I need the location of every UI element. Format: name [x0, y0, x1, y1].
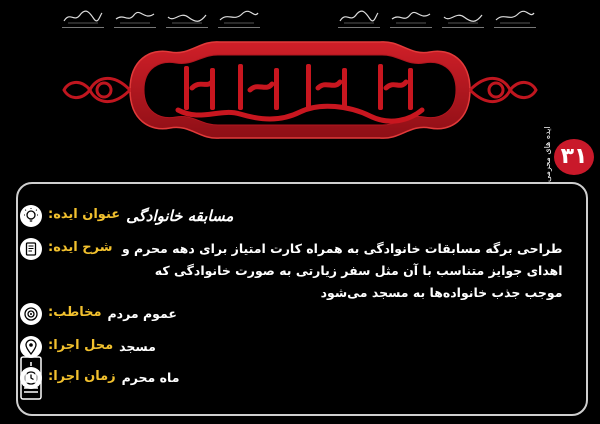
field-value-audience: عموم مردم	[107, 306, 177, 321]
lightbulb-icon	[20, 205, 42, 227]
target-icon	[20, 303, 42, 325]
field-label-title: عنوان ایده:	[48, 207, 121, 222]
idea-series-label: ایده های محرمی	[543, 126, 552, 182]
field-label-audience: مخاطب:	[48, 305, 102, 320]
calligraphy-decoration	[338, 9, 380, 28]
calligraphy-decoration	[166, 9, 208, 28]
calligraphy-decoration	[62, 9, 104, 28]
field-value-title: مسابقه خانوادگی	[126, 207, 234, 225]
field-row-location	[20, 336, 576, 358]
mosque-logo	[20, 356, 42, 400]
calligraphy-banner	[60, 30, 540, 150]
document-icon	[20, 238, 42, 260]
calligraphy-decoration	[390, 9, 432, 28]
field-label-location: محل اجرا:	[48, 338, 114, 353]
calligraphy-decoration	[114, 9, 156, 28]
field-value-location: مسجد	[119, 339, 156, 354]
calligraphy-decoration	[218, 9, 260, 28]
field-value-time: ماه محرم	[121, 370, 180, 385]
field-row-title	[20, 205, 576, 227]
header-calligraphy-strip-right	[338, 9, 536, 31]
field-row-description	[20, 238, 576, 304]
location-pin-icon	[20, 336, 42, 358]
field-row-time	[20, 367, 576, 389]
field-value-description: طراحی برگه مسابقات خانوادگی به همراه کارت امتیاز برای دهه محرم و اهدای جوایز متناسب با آن مثل سفر زیارتی به صورت خانوادگی که موجب جذب خانواده‌ها به مسجد می‌شود	[121, 241, 563, 300]
calligraphy-decoration	[442, 9, 484, 28]
header-calligraphy-strip-left	[62, 9, 260, 31]
idea-number-badge: ۳۱	[554, 139, 594, 175]
field-label-description: شرح ایده:	[48, 240, 113, 255]
calligraphy-decoration	[494, 9, 536, 28]
field-row-audience	[20, 303, 576, 325]
field-label-time: زمان اجرا:	[48, 369, 116, 384]
